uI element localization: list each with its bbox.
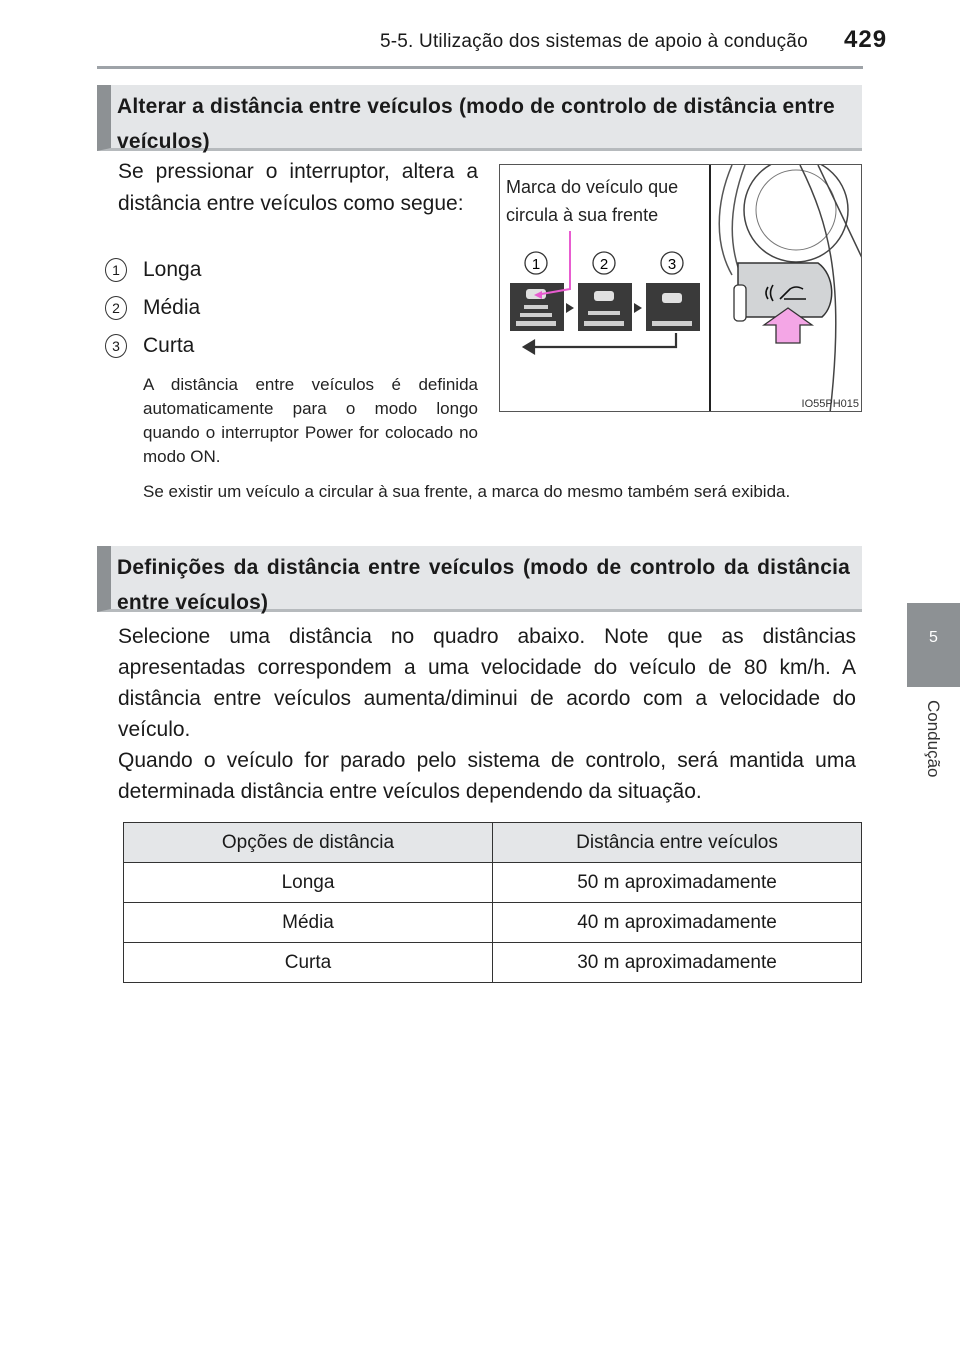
image-code: IO55PH015 [801,398,859,410]
item-label: Média [143,296,201,319]
section-title: 5-5. Utilização dos sistemas de apoio à condução [380,31,808,52]
table-row [124,903,862,943]
note-vehicle-ahead: Se existir um veículo a circular à sua frente, a marca do mesmo também será exibida. [143,482,791,501]
table-cell: Média [124,903,493,943]
chapter-tab-number: 5 [907,603,960,687]
list-item [105,254,405,290]
header-divider [97,66,863,69]
cycle-arrow-icon [524,333,676,353]
table-header-row [124,823,862,863]
list-item [105,330,405,366]
item-number: 2 [105,296,127,320]
table-row [124,863,862,903]
column-header: Opções de distância [124,823,493,863]
item-number: 1 [105,258,127,282]
distance-switch-illustration [499,164,862,412]
table-cell: 40 m aproximadamente [493,903,862,943]
table-row [124,943,862,983]
intro-paragraph: Se pressionar o interruptor, altera a distância entre veículos como segue: [118,160,478,215]
body-text: Selecione uma distância no quadro abaixo. Note que as distâncias apresentadas correspondem a uma velocidade do veículo de 80 km/h. A distância entre veículos aumenta/diminui de acordo com a velocidade do veículo. Quando o veículo for parado pelo sistema de controlo, será mantida uma determinada distância entre veículos dependendo da situação. [118,625,856,803]
item-number: 3 [105,334,127,358]
section-heading-distance-settings: Definições da distância entre veículos (modo de controlo da distância entre veículos) [97,546,862,612]
item-label: Longa [143,258,202,281]
item-label: Curta [143,334,195,357]
table-cell: Curta [124,943,493,983]
chapter-tab-label: Condução [924,700,943,778]
page-number: 429 [844,26,888,53]
body-paragraph [118,621,856,807]
table-cell: 30 m aproximadamente [493,943,862,983]
display-medium-icon [578,283,632,331]
section-heading-change-distance: Alterar a distância entre veículos (modo de controlo de distância entre veículos) [97,85,862,151]
chapter-tab [907,688,960,813]
marker-icons [525,252,683,274]
display-short-icon [646,283,700,331]
svg-text:1: 1 [531,256,541,273]
table-cell: Longa [124,863,493,903]
column-header: Distância entre veículos [493,823,862,863]
svg-text:2: 2 [599,256,609,273]
distance-table [123,822,862,983]
figure-caption: Marca do veículo que circula à sua frente [506,177,679,225]
svg-text:3: 3 [667,256,677,273]
display-long-icon [510,283,564,331]
table-cell: 50 m aproximadamente [493,863,862,903]
note-default-mode: A distância entre veículos é definida automaticamente para o modo longo quando o interruptor Power for colocado no modo ON. [143,375,478,466]
list-item [105,292,405,328]
